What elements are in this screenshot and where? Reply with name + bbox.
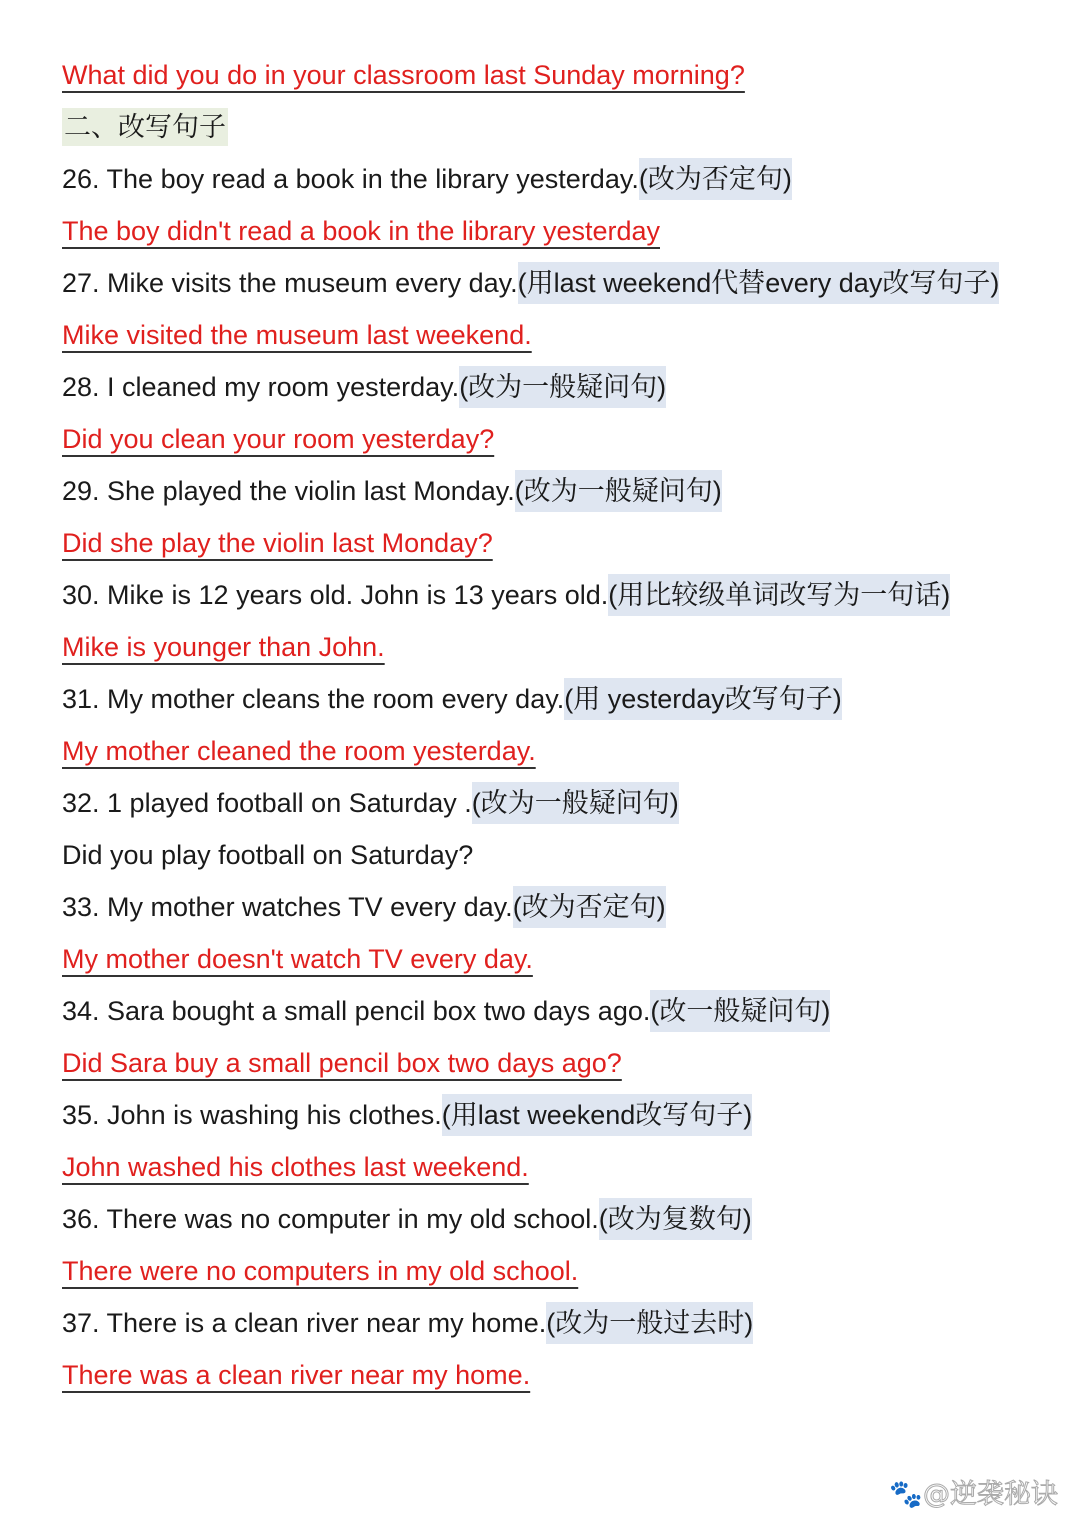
question-text: 30. Mike is 12 years old. John is 13 years old. <box>62 580 609 610</box>
answer-line <box>62 517 1012 569</box>
watermark: 🐾@逆袭秘诀 <box>889 1479 1058 1510</box>
answer-line <box>62 1141 1012 1193</box>
answer-text: Did she play the violin last Monday? <box>62 528 493 558</box>
question-text: 26. The boy read a book in the library yesterday. <box>62 164 639 194</box>
question-line <box>62 465 1012 517</box>
worksheet-document <box>62 49 1012 1401</box>
instruction-hint: (改为一般疑问句) <box>472 782 679 824</box>
instruction-hint: (用比较级单词改写为一句话) <box>608 574 950 616</box>
answer-line <box>62 725 1012 777</box>
instruction-hint: (用last weekend代替every day改写句子) <box>518 262 1000 304</box>
question-line <box>62 673 1012 725</box>
section-heading <box>62 101 1012 153</box>
answer-text: Mike is younger than John. <box>62 632 385 662</box>
question-text: 31. My mother cleans the room every day. <box>62 684 565 714</box>
answer-line <box>62 309 1012 361</box>
answer-line <box>62 1349 1012 1401</box>
question-line <box>62 153 1012 205</box>
answer-text: My mother cleaned the room yesterday. <box>62 736 536 766</box>
answer-line <box>62 49 1012 101</box>
question-text: 35. John is washing his clothes. <box>62 1100 442 1130</box>
question-text: 34. Sara bought a small pencil box two days ago. <box>62 996 651 1026</box>
answer-text: Did Sara buy a small pencil box two days ago? <box>62 1048 622 1078</box>
text-line <box>62 829 1012 881</box>
question-text: 37. There is a clean river near my home. <box>62 1308 547 1338</box>
answer-text: There were no computers in my old school. <box>62 1256 579 1286</box>
answer-line <box>62 205 1012 257</box>
question-text: 36. There was no computer in my old school. <box>62 1204 599 1234</box>
instruction-hint: (改为复数句) <box>599 1198 752 1240</box>
answer-line <box>62 933 1012 985</box>
instruction-hint: (用last weekend改写句子) <box>442 1094 753 1136</box>
answer-line <box>62 1245 1012 1297</box>
answer-text: Did you clean your room yesterday? <box>62 424 495 454</box>
answer-text: John washed his clothes last weekend. <box>62 1152 529 1182</box>
heading-text: 二、改写句子 <box>62 108 228 146</box>
instruction-hint: (改为一般疑问句) <box>515 470 722 512</box>
instruction-hint: (改为否定句) <box>639 158 792 200</box>
question-line <box>62 1193 1012 1245</box>
instruction-hint: (改为否定句) <box>513 886 666 928</box>
question-text: 29. She played the violin last Monday. <box>62 476 515 506</box>
question-line <box>62 881 1012 933</box>
answer-text: The boy didn't read a book in the library yesterday <box>62 216 660 246</box>
question-line <box>62 1297 1012 1349</box>
question-line <box>62 257 1012 309</box>
question-text: 28. I cleaned my room yesterday. <box>62 372 460 402</box>
answer-line <box>62 1037 1012 1089</box>
question-line <box>62 569 1012 621</box>
question-line <box>62 777 1012 829</box>
answer-line <box>62 621 1012 673</box>
instruction-hint: (改为一般疑问句) <box>459 366 666 408</box>
question-text: 33. My mother watches TV every day. <box>62 892 513 922</box>
answer-line <box>62 413 1012 465</box>
answer-text: Mike visited the museum last weekend. <box>62 320 532 350</box>
answer-text: What did you do in your classroom last Sunday morning? <box>62 60 745 90</box>
answer-text: My mother doesn't watch TV every day. <box>62 944 533 974</box>
instruction-hint: (改一般疑问句) <box>650 990 830 1032</box>
question-text: 27. Mike visits the museum every day. <box>62 268 518 298</box>
question-line <box>62 985 1012 1037</box>
question-line <box>62 361 1012 413</box>
plain-text: Did you play football on Saturday? <box>62 840 474 870</box>
question-text: 32. 1 played football on Saturday . <box>62 788 472 818</box>
instruction-hint: (用 yesterday改写句子) <box>564 678 842 720</box>
instruction-hint: (改为一般过去时) <box>546 1302 753 1344</box>
question-line <box>62 1089 1012 1141</box>
answer-text: There was a clean river near my home. <box>62 1360 531 1390</box>
